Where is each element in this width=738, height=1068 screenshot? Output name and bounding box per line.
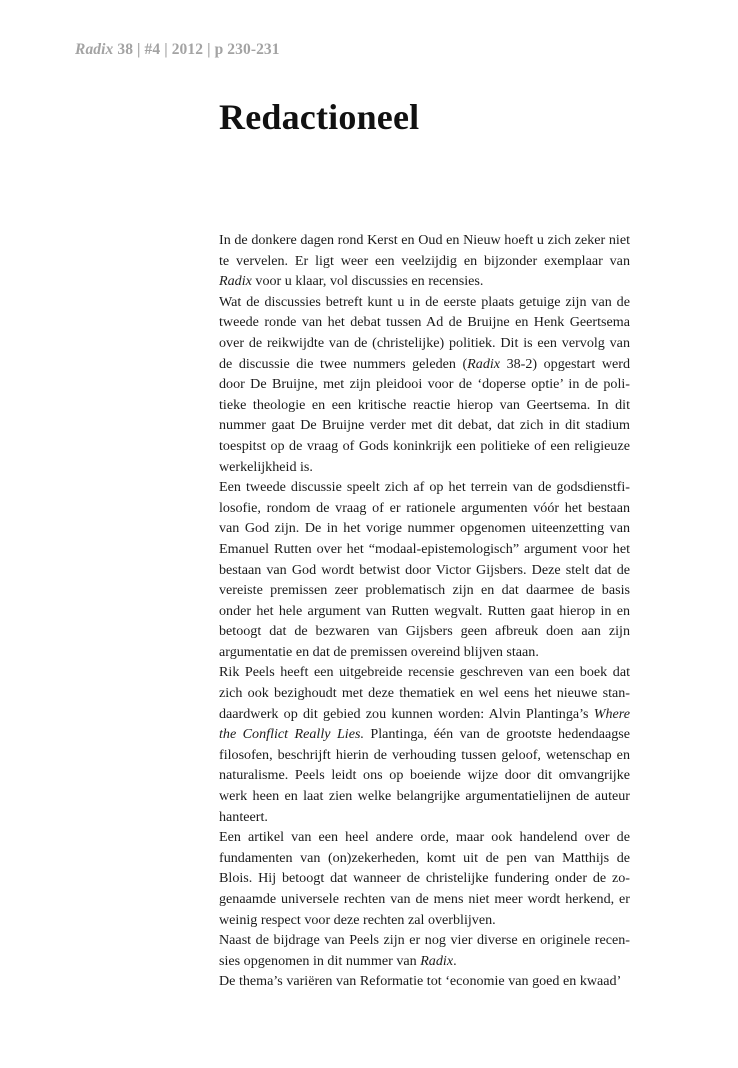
book-title-italic: Where the Conflict Really Lies. [219,705,630,743]
text-run: 38-2) opgestart werd door De Bruijne, met zijn pleidooi voor de ‘doperse optie’ in de politieke theologie en een kritische reactie hierop van Geertsema. In dit nummer gaat De Bruijne verder met dit debat, dat zich in dit stadium toespitst op de vraag of Gods koninkrijk een politieke of een religieuze werkelijkheid is. [219,355,631,475]
text-run: . [453,952,457,969]
text-run: Plantinga, één van de grootste hedendaagse filosofen, beschrijft hierin de verhouding tussen geloof, wetenschap en naturalisme. Peels leidt ons op boeiende wijze door dit omvangrijke werk heen en laat zien welke belangrijke argumentatielijnen de auteur hanteert. [219,726,631,825]
journal-name: Radix [75,41,114,58]
issue-info: 38 | #4 | 2012 | p 230-231 [113,41,280,58]
paragraph-review [219,662,630,827]
text-run: Naast de bijdrage van Peels zijn er nog vier diverse en originele recensies opgenomen in dit nummer van [219,932,630,969]
paragraph-philosophy [219,477,630,662]
journal-name-italic: Radix [219,273,252,290]
page-title: Redactioneel [219,97,420,137]
paragraph-article [219,827,630,930]
paragraph-debate [219,292,630,477]
paragraph-reviews [219,930,630,971]
text-run: voor u klaar, vol discussies en recensies. [251,273,484,290]
journal-name-italic: Radix [420,952,454,969]
text-run: Een tweede discussie speelt zich af op het terrein van de godsdienstfilosofie, rondom de vraag of er rationele argumenten vóór het bestaan van God zijn. De in het vorige nummer opgenomen uiteenzetting van Emanuel Rutten over het “modaal-epistemologisch” argument voor het bestaan van God wordt betwist door Victor Gijsbers. Deze stelt dat de vereiste premissen zeer problematisch zijn en dat daarmee de basis onder het hele argument van Rutten wegvalt. Rutten gaat hierop in en betoogt dat de bezwaren van Gijsbers geen afbreuk doen aan zijn argumentatie en dat de premissen overeind blijven staan. [219,479,630,660]
text-run: De thema’s variëren van Reformatie tot ‘economie van goed en kwaad’ [219,973,622,990]
paragraph-themes [219,971,630,992]
text-run: Wat de discussies betreft kunt u in de eerste plaats getuige zijn van de tweede ronde van het debat tussen Ad de Bruijne en Henk Geertsema over de reikwijdte van de (christelijke) politiek. Dit is een vervolg van de discussie die twee nummers geleden ( [219,293,630,372]
text-run: Een artikel van een heel andere orde, maar ook handelend over de fundamenten van (on)zekerheden, komt uit de pen van Matthijs de Blois. Hij betoogt dat wanneer de christelijke fundering onder de zogenaamde universele rechten van de mens niet meer wordt herkend, er weinig respect voor deze rechten zal overblijven. [219,829,630,928]
editorial-body [219,230,630,992]
running-header [75,41,280,59]
text-run: In de donkere dagen rond Kerst en Oud en Nieuw hoeft u zich zeker niet te vervelen. Er ligt weer een veelzijdig en bijzonder exemplaar van [219,232,630,269]
journal-name-italic: Radix [467,355,501,372]
paragraph-intro [219,230,630,292]
text-run: Rik Peels heeft een uitgebreide recensie geschreven van een boek dat zich ook bezighoudt met deze thematiek en wel eens het nieuwe standaardwerk op dit gebied zou kunnen worden: Alvin Plantinga’s [219,664,630,722]
